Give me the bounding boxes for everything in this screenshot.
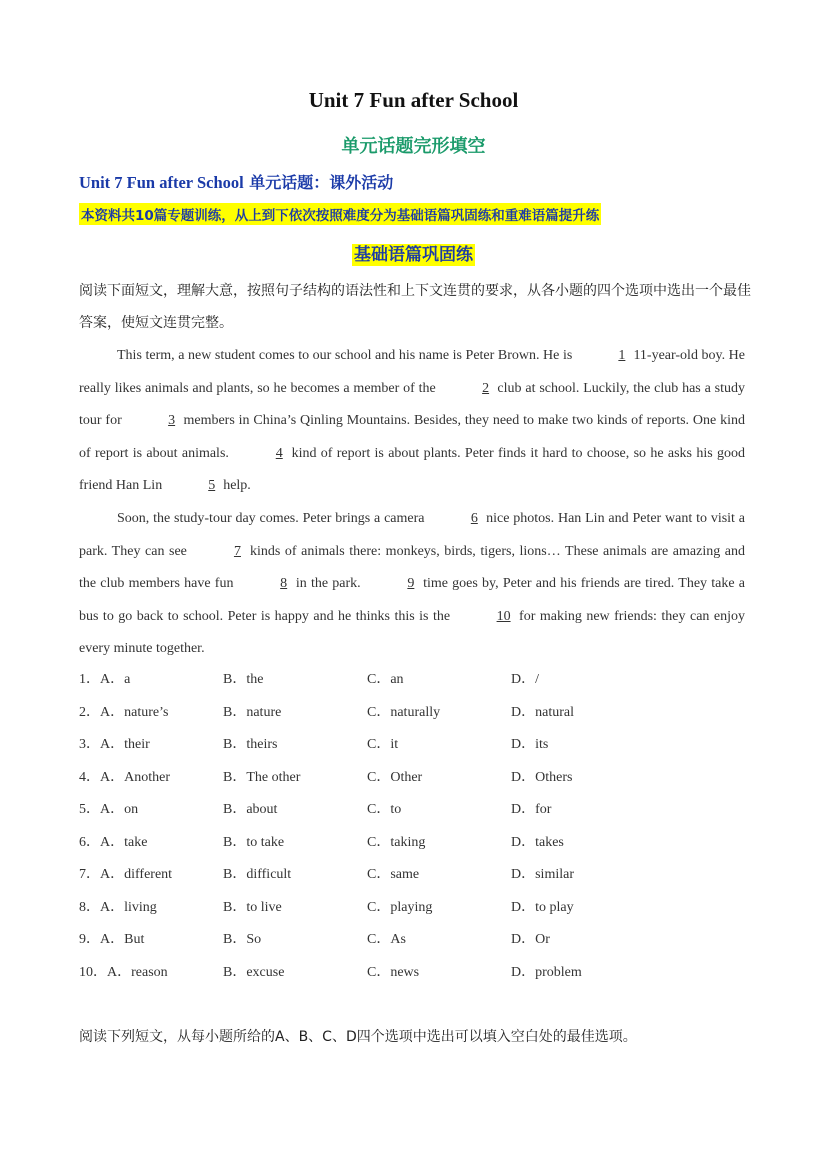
highlight-notice: 本资料共10篇专题训练，从上到下依次按照难度分为基础语篇巩固练和重难语篇提升练 [79,203,601,225]
option-row-9 [79,924,749,957]
option-2-C: C．naturally [367,704,441,720]
instruction-1: 阅读下面短文，理解大意，按照句子结构的语法性和上下文连贯的要求，从各小题的四个选项中选出一个最佳答案，使短文连贯完整。 [79,283,751,331]
unit-topic [79,170,393,193]
passage-text: time goes by, Peter and his friends are tired. They take a bus to go back to school. Peter is happy and he thinks this is the [79,576,745,624]
option-9-A: 9．A．But [79,932,145,947]
option-5-A: 5．A．on [79,802,139,817]
option-row-5 [79,794,749,827]
option-2-D: D．natural [511,704,574,720]
blank-1: 1 [618,348,626,363]
option-row-10 [79,957,749,990]
option-5-C: C．to [367,802,402,817]
option-row-8 [79,892,749,925]
option-10-B: B．excuse [223,964,285,980]
option-1-A: 1．A．a [79,672,131,687]
option-row-3 [79,729,749,762]
passage-paragraph-2 [79,503,745,666]
option-10-A: 10．A．reason [79,964,168,980]
option-8-D: D．to play [511,899,574,915]
option-8-C: C．playing [367,899,433,915]
option-5-B: B．about [223,802,278,817]
option-row-2 [79,697,749,730]
option-6-A: 6．A．take [79,834,148,850]
option-3-D: D．its [511,737,549,752]
option-1-C: C．an [367,672,404,687]
blank-2: 2 [482,380,490,396]
option-10-C: C．news [367,964,420,980]
option-7-B: B．difficult [223,867,292,882]
passage-text: kinds of animals there: monkeys, birds, tigers, lions… These animals are amazing and the club members have fun [79,543,745,592]
option-10-D: D．problem [511,964,582,980]
blank-10: 10 [496,608,511,624]
option-5-D: D．for [511,802,552,817]
option-8-B: B．to live [223,899,282,915]
passage-text: for making new friends: they can enjoy every minute together. [79,608,745,657]
option-row-7 [79,859,749,892]
option-row-6 [79,827,749,860]
option-3-C: C．it [367,737,399,752]
option-7-A: 7．A．different [79,867,173,882]
blank-8: 8 [280,576,288,592]
option-9-C: C．As [367,932,406,947]
option-6-D: D．takes [511,834,564,850]
option-7-C: C．same [367,867,420,882]
blank-3: 3 [168,413,176,429]
option-2-A: 2．A．nature’s [79,704,169,720]
option-6-C: C．taking [367,834,426,850]
blank-9: 9 [407,576,415,592]
option-3-B: B．theirs [223,737,278,752]
page-title: Unit 7 Fun after School [308,88,519,112]
option-9-B: B．So [223,932,262,947]
option-3-A: 3．A．their [79,737,150,752]
blank-6: 6 [470,510,478,526]
passage-text: in the park. [291,576,365,592]
option-9-D: D．Or [511,932,550,947]
option-4-A: 4．A．Another [79,769,170,785]
instruction-2: 阅读下列短文，从每小题所给的A、B、C、D四个选项中选出可以填入空白处的最佳选项。 [79,1029,637,1045]
option-row-4 [79,762,749,795]
option-4-D: D．Others [511,769,573,785]
passage-text: kind of report is about plants. Peter finds it hard to choose, so he asks his good friend Han Lin [79,445,745,494]
option-4-B: B．The other [223,769,301,785]
blank-7: 7 [233,543,241,559]
option-2-B: B．nature [223,704,282,720]
cloze-passage [79,340,745,666]
blank-5: 5 [208,478,216,494]
option-8-A: 8．A．living [79,899,157,915]
passage-text: club at school. Luckily, the club has a study tour for [79,380,745,429]
option-1-D: D．/ [511,672,539,687]
topic-chinese: 单元话题：课外活动 [249,173,394,192]
option-row-1 [79,664,749,697]
option-1-B: B．the [223,672,264,687]
passage-text: This term, a new student comes to our school and his name is Peter Brown. He is [117,348,576,363]
options-list [79,664,749,989]
passage-text: 11-year-old boy. He really likes animals and plants, so he becomes a member of the [79,348,746,396]
page-subtitle: 单元话题完形填空 [341,136,486,157]
option-6-B: B．to take [223,834,285,850]
option-4-C: C．Other [367,769,423,785]
passage-text: help. [219,478,251,494]
passage-text: nice photos. Han Lin and Peter want to visit a park. They can see [79,510,745,559]
option-7-D: D．similar [511,867,574,882]
section-heading [0,240,827,265]
passage-text: members in China’s Qinling Mountains. Besides, they need to make two kinds of reports. One kind of report is about animals. [79,413,745,461]
topic-english: Unit 7 Fun after School [79,173,244,192]
passage-text: Soon, the study-tour day comes. Peter brings a camera [117,510,429,526]
passage-paragraph-1 [79,340,745,503]
blank-4: 4 [275,445,283,461]
section-heading-text: 基础语篇巩固练 [354,245,473,265]
